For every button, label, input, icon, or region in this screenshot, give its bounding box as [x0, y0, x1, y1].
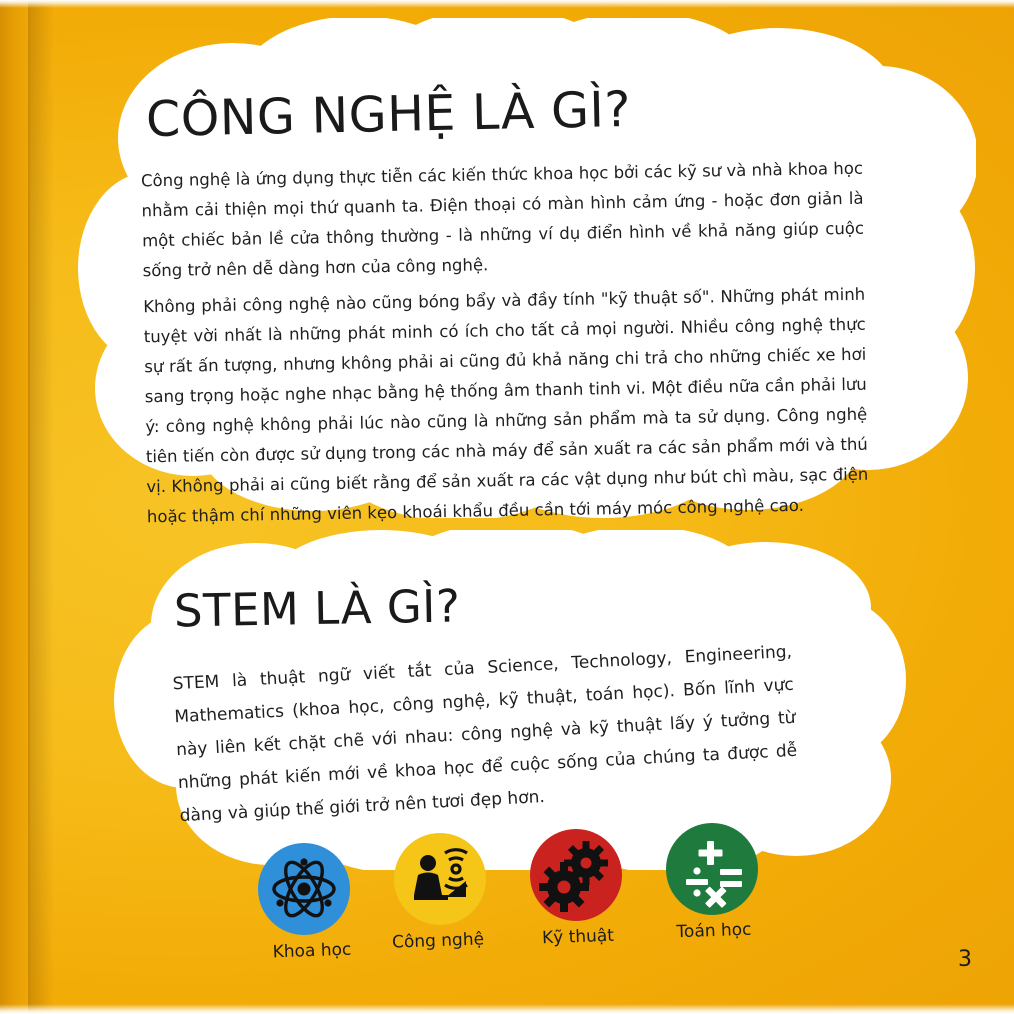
book-spine: [0, 0, 30, 1014]
stem-icon-row: [258, 833, 818, 993]
section-title-technology: CÔNG NGHỆ LÀ GÌ?: [145, 80, 632, 149]
stem-label: Kỹ thuật: [541, 925, 615, 949]
person-at-computer-icon: [394, 833, 486, 925]
paragraph: Công nghệ là ứng dụng thực tiễn các kiến thức khoa học bởi các kỹ sư và nhà khoa học nhằm cải thiện mọi thứ quanh ta. Điện thoại có màn hình cảm ứng - hoặc đơn giản là một chiếc bản lề cửa thông thường - là những ví dụ điển hình về khả năng giúp cuộc sống trở nên dễ dàng hơn của công nghệ.: [140, 158, 865, 281]
gears-icon: [530, 829, 622, 921]
page-edge-bottom: [0, 1004, 1014, 1014]
stem-item-mathematics: [666, 823, 758, 941]
section-title-stem: STEM LÀ GÌ?: [173, 579, 461, 638]
stem-item-engineering: [530, 829, 622, 947]
spine-shadow: [28, 0, 54, 1014]
stem-item-technology: [391, 833, 486, 953]
atom-icon: [258, 843, 350, 935]
stem-label: Công nghệ: [391, 929, 485, 953]
section-body-technology: [141, 154, 869, 539]
paragraph: Không phải công nghệ nào cũng bóng bẩy và đầy tính "kỹ thuật số". Những phát minh tuyệt vời nhất là những phát minh có ích cho tất cả mọi người. Nhiều công nghệ thực sự rất ấn tượng, nhưng không phải ai cũng đủ khả năng chi trả cho những chiếc xe hơi sang trọng hoặc nghe nhạc bằng hệ thống âm thanh tinh vi. Một điều nữa cần phải lưu ý: công nghệ không phải lúc nào cũng là những sản phẩm mà ta sử dụng. Công nghệ tiên tiến còn được sử dụng trong các nhà máy để sản xuất ra các sản phẩm mới và thú vị. Không phải ai cũng biết rằng để sản xuất ra các vật dụng như bút chì màu, sạc điện hoặc thậm chí những viên kẹo khoái khẩu đều cần tới máy móc công nghệ cao.: [143, 284, 869, 527]
cloud-panel-stem: [106, 530, 906, 870]
section-body-stem: [172, 636, 800, 839]
paragraph: STEM là thuật ngữ viết tắt của Science, Technology, Engineering, Mathematics (khoa học, công nghệ, kỹ thuật, toán học). Bốn lĩnh vực này liên kết chặt chẽ với nhau: công nghệ và kỹ thuật lấy ý tưởng từ những phát kiến mới về khoa học để cuộc sống của chúng ta được dễ dàng và giúp thế giới trở nên tươi đẹp hơn.: [172, 641, 798, 827]
stem-label: Khoa học: [272, 939, 352, 963]
page-number: 3: [958, 947, 972, 972]
page-edge-top: [0, 0, 1014, 8]
stem-label: Toán học: [676, 919, 752, 943]
stem-item-science: [258, 843, 350, 961]
math-operators-icon: [666, 823, 758, 915]
cloud-panel-technology: [58, 18, 976, 527]
